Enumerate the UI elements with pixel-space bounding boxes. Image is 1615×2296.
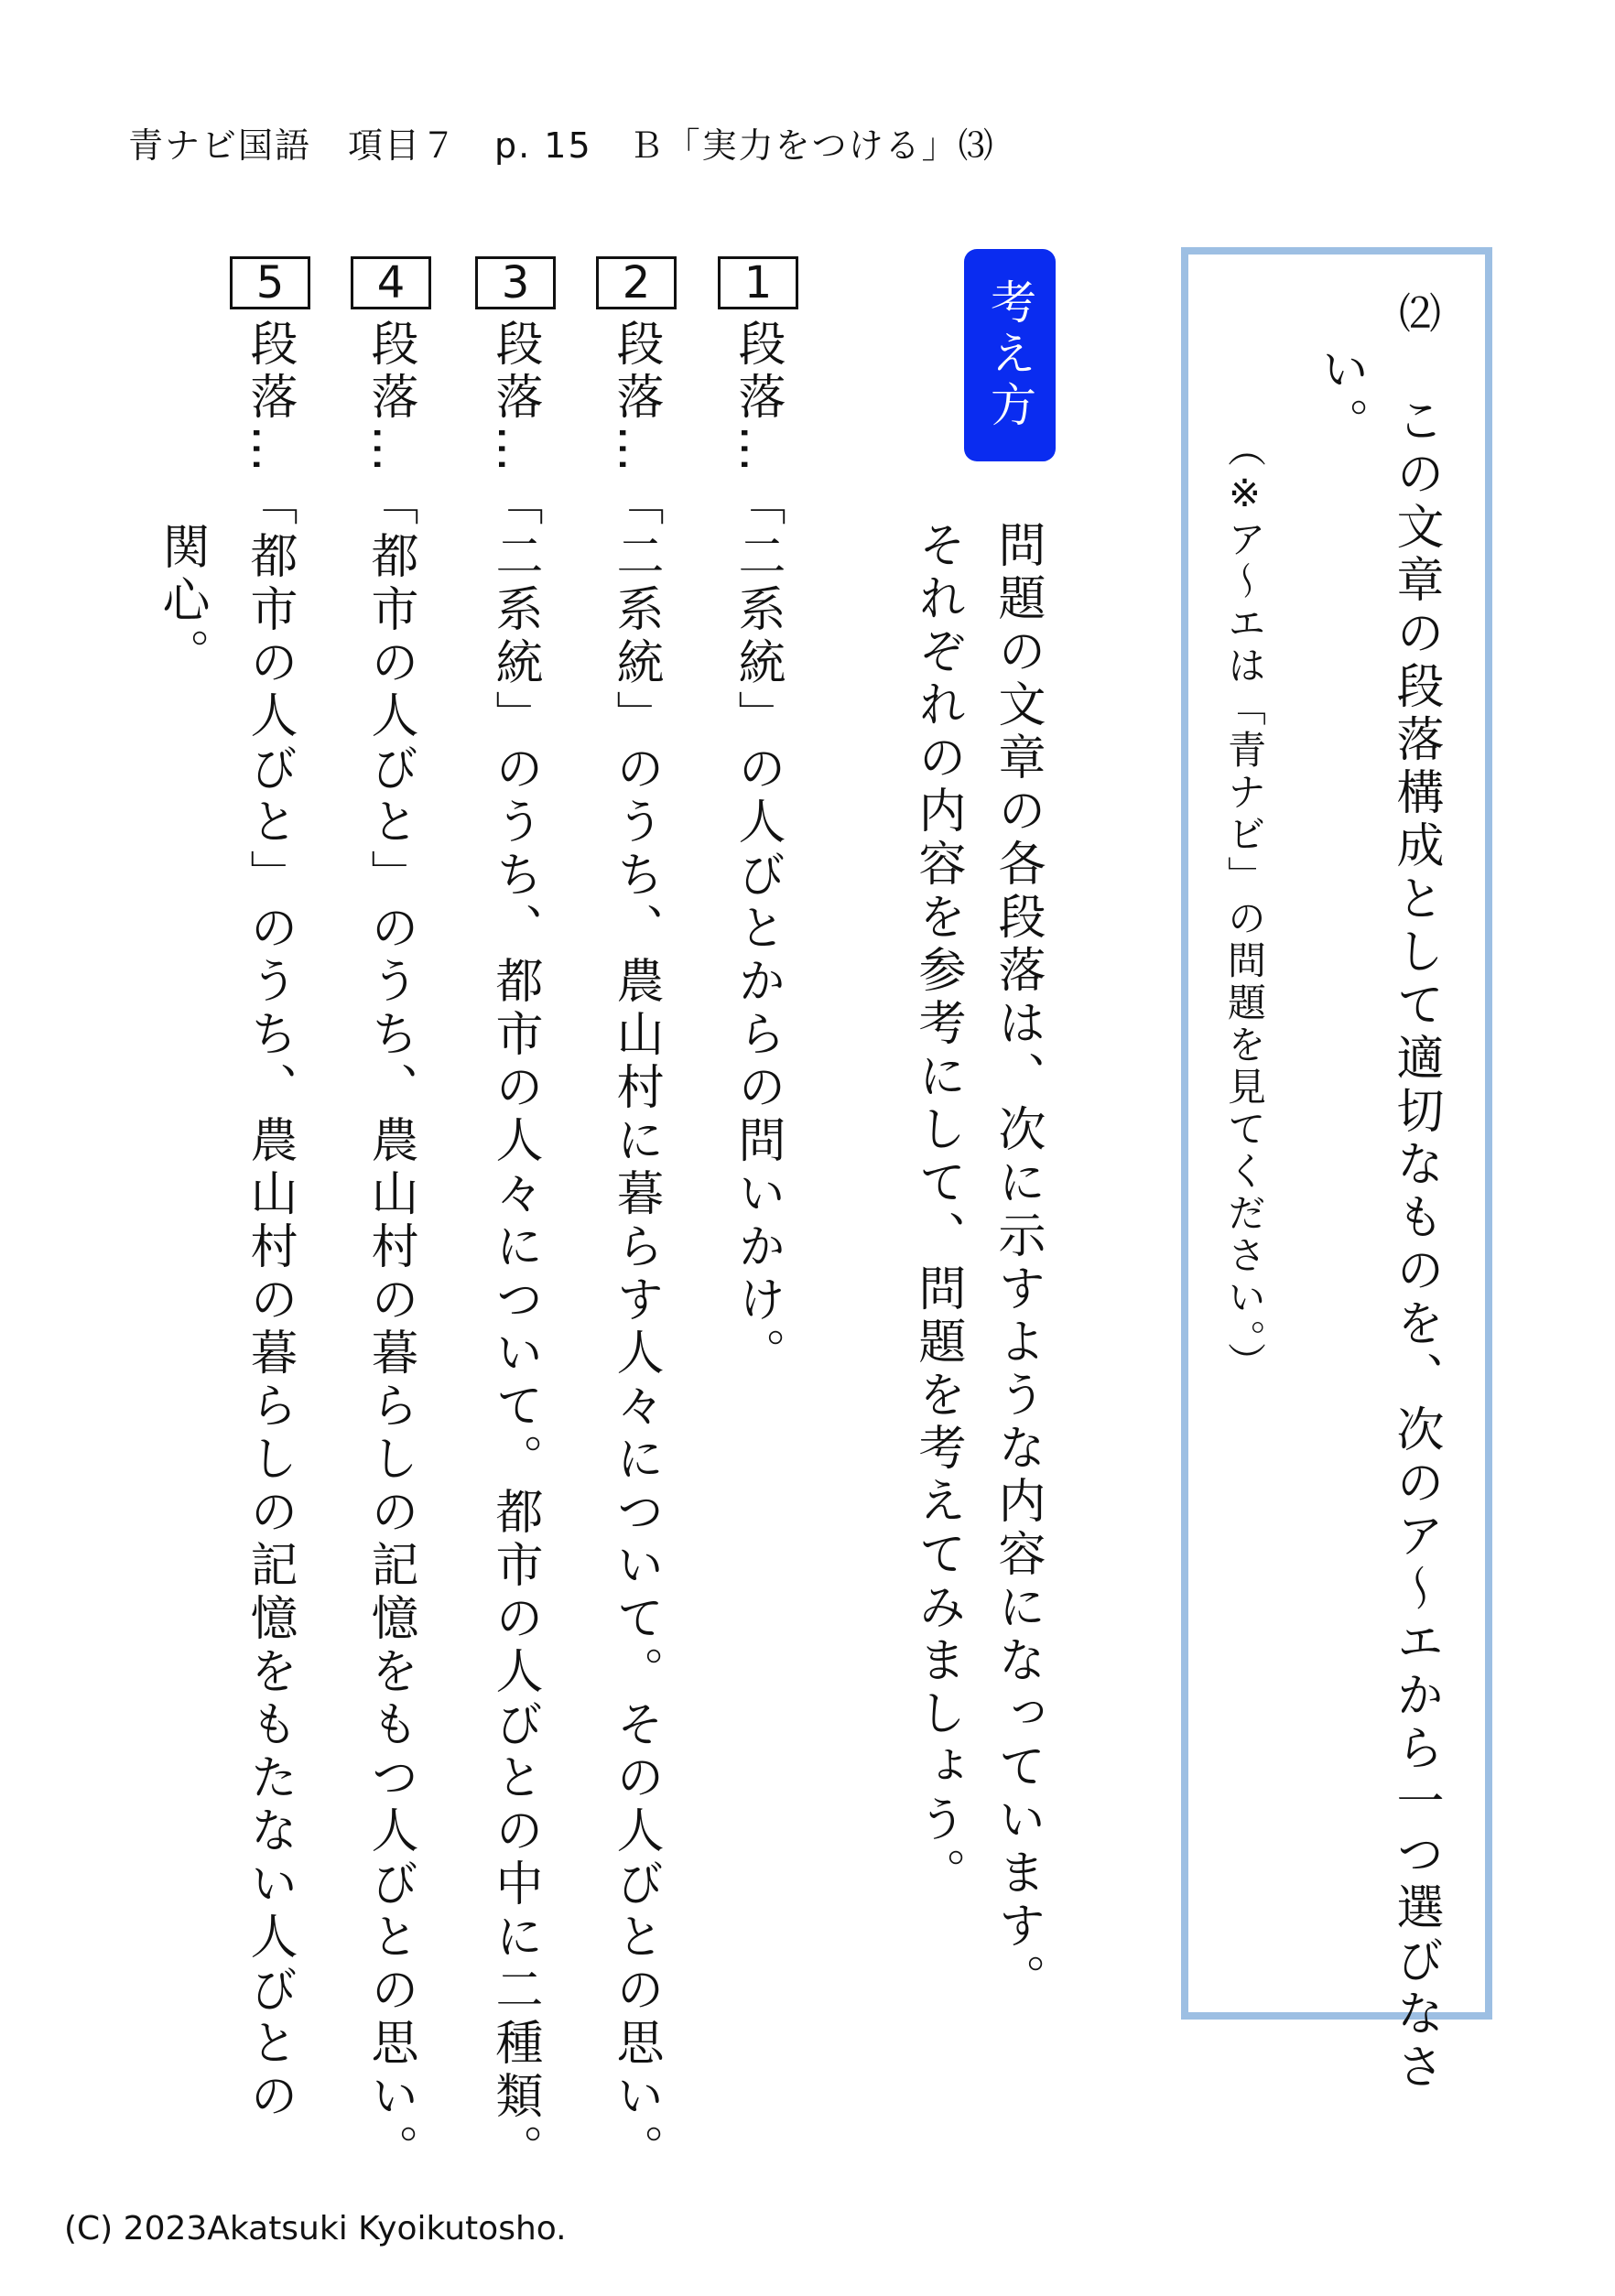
paragraph-3 [474,256,557,2177]
paragraph-number: 2 [596,256,677,309]
paragraph-text: 段落…「都市の人びと」のうち、農山村の暮らしの記憶をもたない人びとの [242,319,297,2124]
paragraph-number: 4 [351,256,431,309]
copyright-footer: (C) 2023Akatsuki Kyoikutosho. [64,2210,567,2247]
paragraph-number: 3 [475,256,556,309]
think-label-badge [964,249,1056,461]
paragraph-4 [350,256,432,2177]
paragraph-text: 段落…「二系統」の人びとからの問いかけ。 [730,319,785,1381]
paragraph-1 [717,256,799,1381]
paragraph-5 [229,256,311,2124]
paragraph-number: 5 [230,256,310,309]
paragraph-5-continuation: 関心。 [154,522,209,681]
question-text-line2: い。 [1313,344,1368,450]
paragraph-text: 段落…「都市の人びと」のうち、農山村の暮らしの記憶をもつ人びとの思い。 [363,319,417,2177]
paragraph-text: 段落…「二系統」のうち、都市の人々について。都市の人びとの中に二種類。 [487,319,542,2177]
paragraph-text: 段落…「二系統」のうち、農山村に暮らす人々について。その人びとの思い。 [608,319,663,2177]
think-text-line1: 問題の文章の各段落は、次に示すような内容になっています。 [990,520,1045,2007]
page-header: 青ナビ国語 項目７ p. 15 Ｂ「実力をつける」⑶ [128,125,995,166]
question-note: （※ア～エは「青ナビ」の問題を見てください。） [1222,428,1267,1384]
paragraph-number: 1 [718,256,798,309]
question-number: ⑵ [1393,291,1442,339]
question-text-line1: この文章の段落構成として適切なものを、次のア～エから一つ選びなさ [1388,395,1443,2095]
think-label: 考え方 [983,278,1036,432]
paragraph-2 [595,256,677,2177]
think-text-line2: それぞれの内容を参考にして、問題を考えてみましょう。 [910,520,965,1901]
